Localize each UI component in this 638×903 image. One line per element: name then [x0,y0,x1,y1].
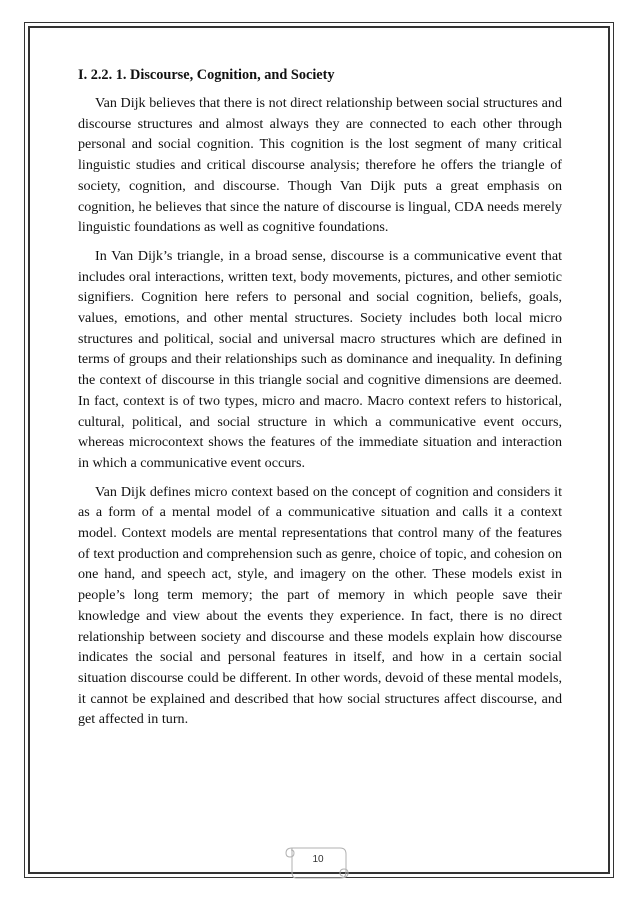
paragraph-3: Van Dijk defines micro context based on the concept of cognition and considers it as a form of a mental model of a communicative situation and calls it a context model. Context models are mental representations that control many of the features of text production and comprehension such as genre, choice of topic, and cohesion on one hand, and speech act, style, and imagery on the other. These models exist in people’s long term memory; the part of memory in which people save their knowledge and view about the events they experience. In fact, there is no direct relationship between society and discourse and these models explain how discourse indicates the social and personal features in itself, and how in a certain social situation discourse could be different. In other words, devoid of these mental models, it cannot be explained and described that how social structures affect discourse, and get affected in turn. [78,483,562,728]
page-content [78,66,562,738]
page-number-scroll [284,842,352,880]
page-number: 10 [312,854,324,865]
section-heading: I. 2.2. 1. Discourse, Cognition, and Society [78,67,335,83]
paragraph-1: Van Dijk believes that there is not direct relationship between social structures and discourse structures and almost always they are connected to each other through personal and social cognition. This cognition is the lost segment of many critical linguistic studies and critical discourse analysis; therefore he offers the triangle of society, cognition, and discourse. Though Van Dijk puts a great emphasis on cognition, he believes that since the nature of discourse is lingual, CDA needs merely linguistic foundations as well as cognitive foundations. [78,95,562,236]
paragraph-2: In Van Dijk’s triangle, in a broad sense, discourse is a communicative event that includes oral interactions, written text, body movements, pictures, and other semiotic signifiers. Cognition here refers to personal and social cognition, beliefs, goals, values, emotions, and other mental structures. Society includes both local micro structures and political, social and universal macro structures which are defined in terms of groups and their relationships such as dominance and inequality. In defining the context of discourse in this triangle social and cognitive dimensions are deemed. In fact, context is of two types, micro and macro. Macro context refers to historical, cultural, political, and social structure in which a communicative event occurs, whereas microcontext shows the features of the immediate situation and interaction in which a communicative event occurs. [78,247,562,471]
